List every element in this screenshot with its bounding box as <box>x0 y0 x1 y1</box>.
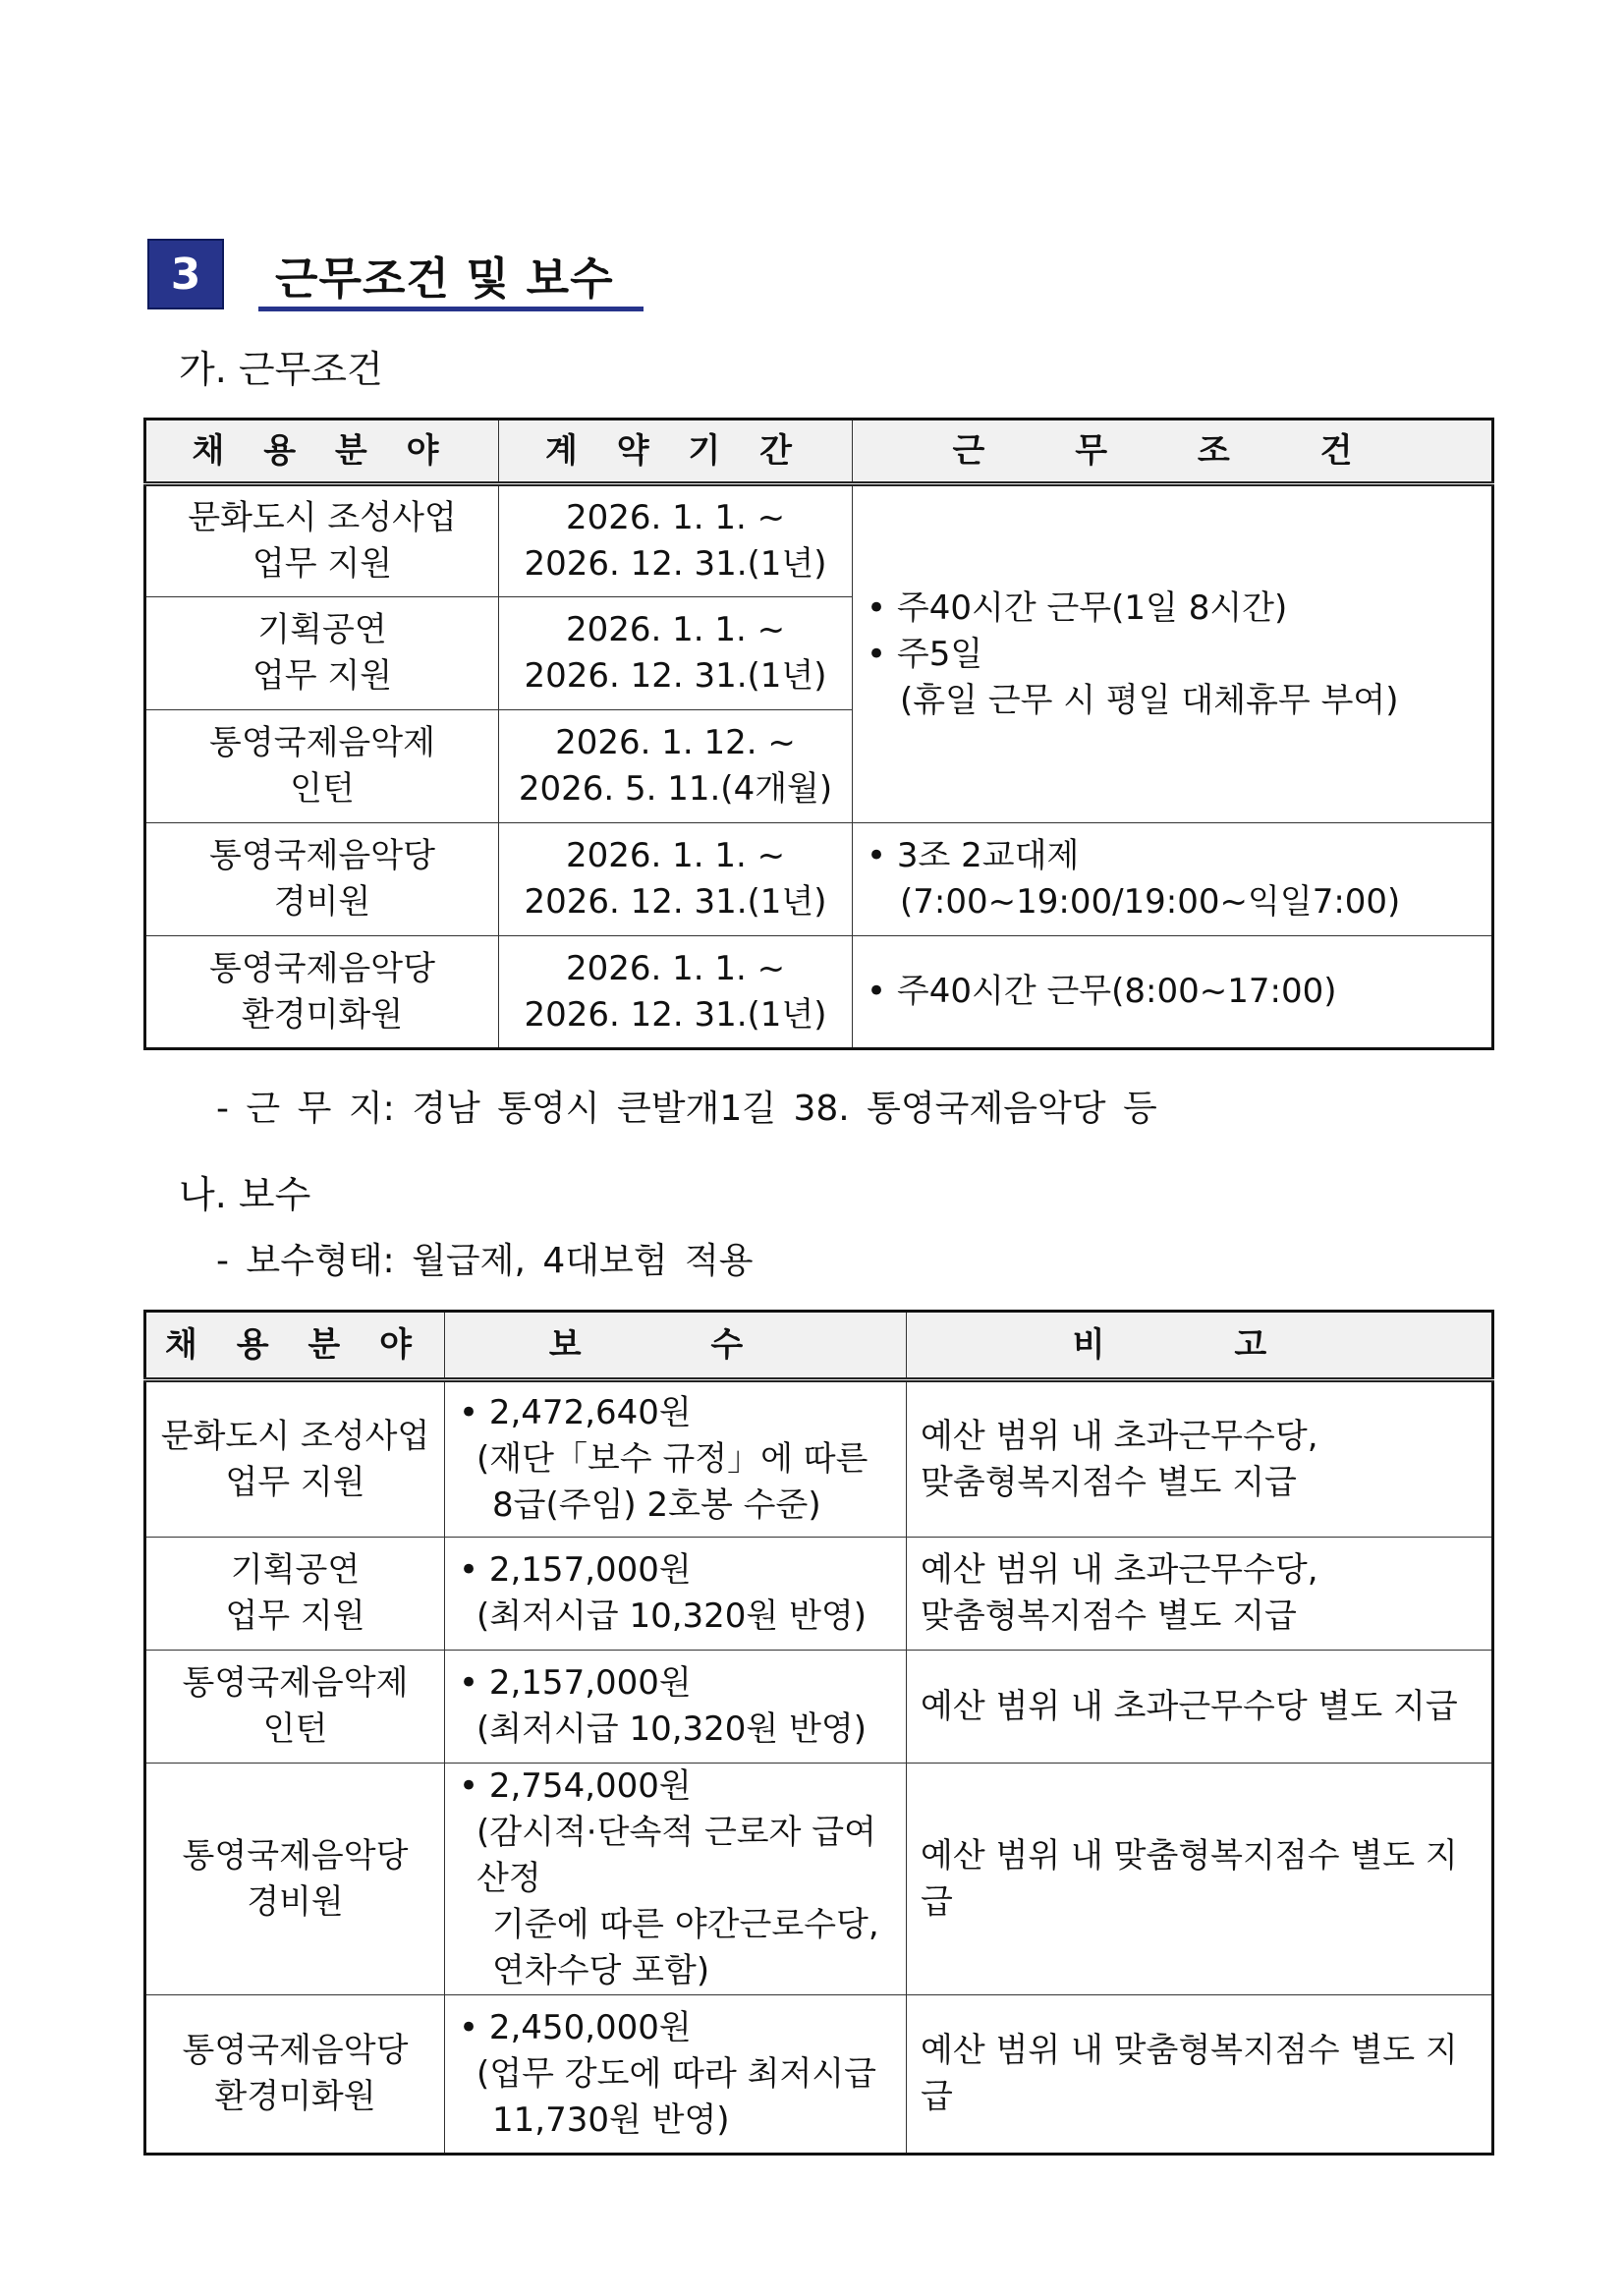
remark-cell: 예산 범위 내 초과근무수당 별도 지급 <box>907 1651 1493 1764</box>
field-cell: 통영국제음악당 환경미화원 <box>145 936 499 1049</box>
work-conditions-heading: 가. 근무조건 <box>179 348 383 391</box>
table-row <box>145 1764 1493 1995</box>
remark-cell: 예산 범위 내 초과근무수당, 맞춤형복지점수 별도 지급 <box>907 1538 1493 1651</box>
pay-cell: • 2,450,000원 (업무 강도에 따라 최저시급 11,730원 반영) <box>445 1995 907 2155</box>
pay-table <box>143 1310 1494 2156</box>
pay-cell: • 2,754,000원 (감시적·단속적 근로자 급여산정 기준에 따른 야간근로수당, 연차수당 포함) <box>445 1764 907 1995</box>
section-number: 3 <box>147 239 224 309</box>
field-cell: 기획공연 업무 지원 <box>145 597 499 710</box>
table-row <box>145 823 1493 936</box>
remark-cell: 예산 범위 내 맞춤형복지점수 별도 지급 <box>907 1995 1493 2155</box>
period-cell: 2026. 1. 12. ~ 2026. 5. 11.(4개월) <box>499 710 853 823</box>
table-header-row <box>145 1312 1493 1380</box>
field-cell: 통영국제음악당 환경미화원 <box>145 1995 445 2155</box>
field-cell: 기획공연 업무 지원 <box>145 1538 445 1651</box>
conditions-cell: • 주40시간 근무(1일 8시간) • 주5일 (휴일 근무 시 평일 대체휴무 부여) <box>853 484 1493 823</box>
table-row <box>145 1538 1493 1651</box>
header-period: 계 약 기 간 <box>499 420 853 484</box>
period-cell: 2026. 1. 1. ~ 2026. 12. 31.(1년) <box>499 823 853 936</box>
header-pay: 보 수 <box>445 1312 907 1380</box>
period-cell: 2026. 1. 1. ~ 2026. 12. 31.(1년) <box>499 484 853 597</box>
table-row <box>145 1995 1493 2155</box>
pay-form-note: - 보수형태: 월급제, 4대보험 적용 <box>216 1241 754 1281</box>
pay-cell: • 2,157,000원 (최저시급 10,320원 반영) <box>445 1651 907 1764</box>
period-cell: 2026. 1. 1. ~ 2026. 12. 31.(1년) <box>499 936 853 1049</box>
table-row <box>145 484 1493 597</box>
pay-cell: • 2,472,640원 (재단「보수 규정」에 따른 8급(주임) 2호봉 수준) <box>445 1380 907 1538</box>
section-title-underline <box>258 307 644 311</box>
remark-cell: 예산 범위 내 맞춤형복지점수 별도 지급 <box>907 1764 1493 1995</box>
work-conditions-table <box>143 418 1494 1050</box>
table-row <box>145 936 1493 1049</box>
remark-cell: 예산 범위 내 초과근무수당, 맞춤형복지점수 별도 지급 <box>907 1380 1493 1538</box>
section-title: 근무조건 및 보수 <box>275 252 614 305</box>
header-field: 채 용 분 야 <box>145 420 499 484</box>
conditions-cell: • 3조 2교대제 (7:00~19:00/19:00~익일7:00) <box>853 823 1493 936</box>
header-remark: 비 고 <box>907 1312 1493 1380</box>
field-cell: 통영국제음악당 경비원 <box>145 823 499 936</box>
section-header <box>147 239 644 308</box>
table-row <box>145 1380 1493 1538</box>
pay-cell: • 2,157,000원 (최저시급 10,320원 반영) <box>445 1538 907 1651</box>
table-row <box>145 1651 1493 1764</box>
field-cell: 문화도시 조성사업 업무 지원 <box>145 484 499 597</box>
header-field: 채 용 분 야 <box>145 1312 445 1380</box>
field-cell: 통영국제음악제 인턴 <box>145 710 499 823</box>
field-cell: 통영국제음악제 인턴 <box>145 1651 445 1764</box>
conditions-cell: • 주40시간 근무(8:00~17:00) <box>853 936 1493 1049</box>
field-cell: 문화도시 조성사업 업무 지원 <box>145 1380 445 1538</box>
table-header-row <box>145 420 1493 484</box>
field-cell: 통영국제음악당 경비원 <box>145 1764 445 1995</box>
pay-heading: 나. 보수 <box>179 1173 311 1216</box>
header-conditions: 근 무 조 건 <box>853 420 1493 484</box>
location-note: - 근 무 지: 경남 통영시 큰발개1길 38. 통영국제음악당 등 <box>216 1089 1157 1129</box>
period-cell: 2026. 1. 1. ~ 2026. 12. 31.(1년) <box>499 597 853 710</box>
